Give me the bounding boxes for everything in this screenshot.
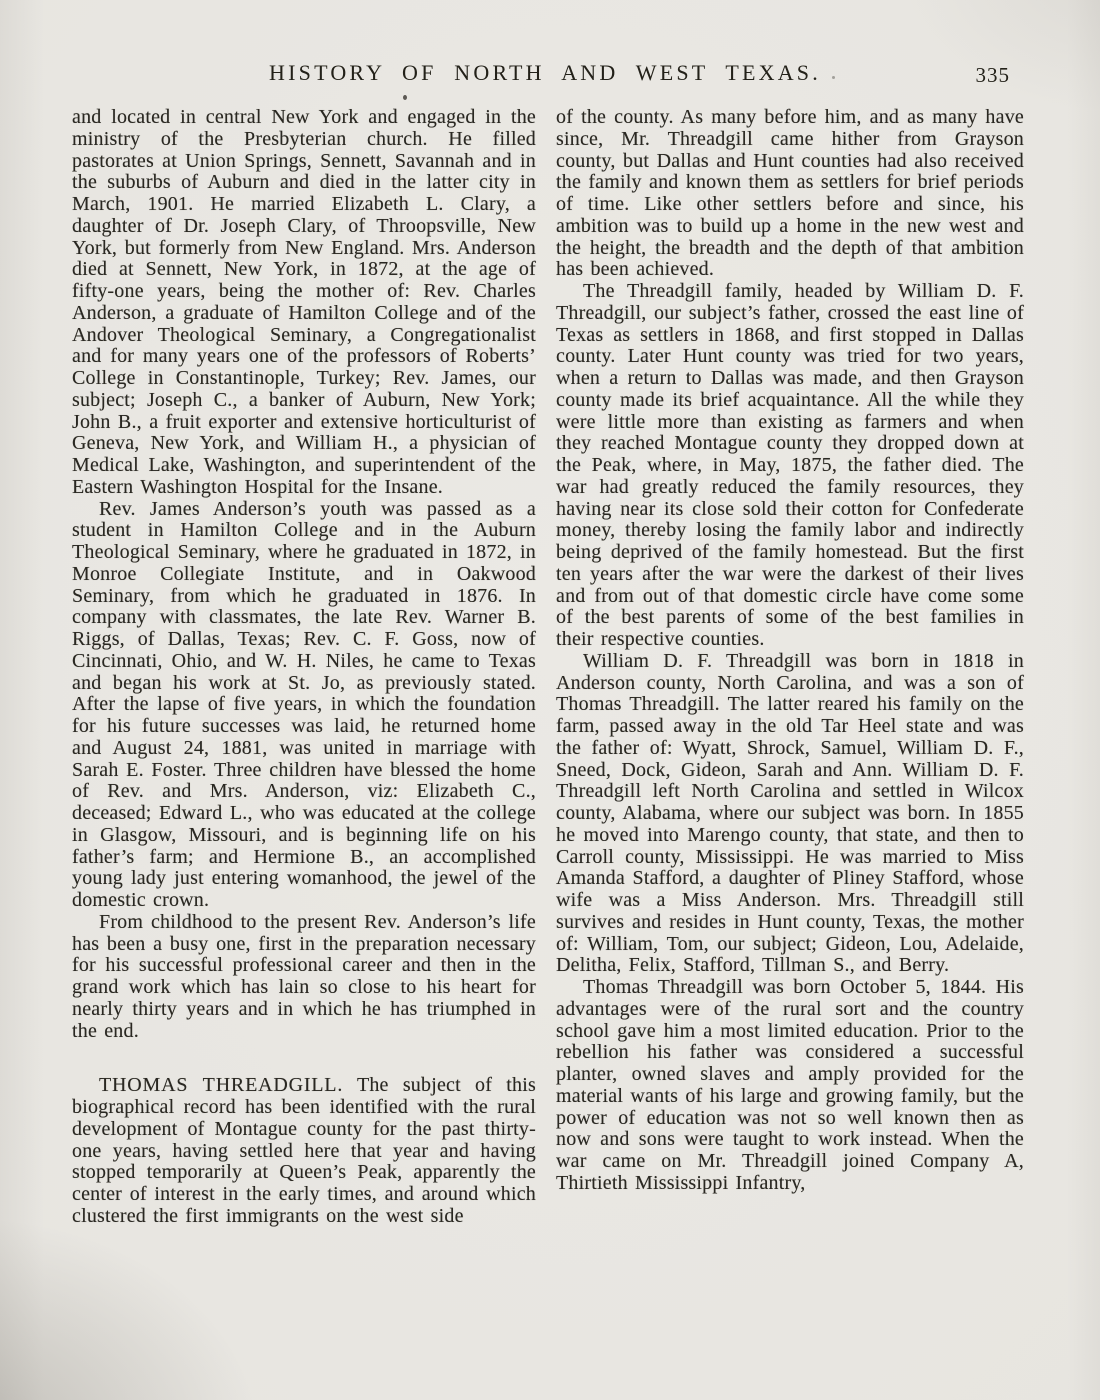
paragraph-threadgill-family: The Threadgill family, headed by William D. F. Threadgill, our subject’s father, crossed the east line of Texas as settlers in 1868, and first stopped in Dallas county. Later Hunt county was tried for two years, when a return to Dallas was made, and then Grayson county made its brief acquaintance. All the while they were little more than existing as farmers and when they reached Montague county they dropped down at the Peak, where, in May, 1875, the father died. The war had greatly reduced the family resources, they having near its close sold their cotton for Confederate money, thereby losing the family labor and indirectly being deprived of the family homestead. But the first ten years after the war were the darkest of their lives and from out of that domestic circle have come some of the best parents of some of the best families in their respective counties. [556, 280, 1024, 650]
ink-speck [832, 76, 835, 79]
left-column [72, 107, 536, 1228]
running-header [0, 60, 1100, 90]
paragraph-anderson-closing: From childhood to the present Rev. Anderson’s life has been a busy one, first in the preparation necessary for his successful professional career and then in the grand work which has lain so close to his heart for nearly thirty years and in which he has triumphed in the end. [72, 910, 536, 1042]
ink-speck [403, 95, 407, 100]
text-columns [72, 107, 1024, 1228]
paragraph-threadgill-intro-text: The subject of this biographical record has been identified with the rural development of Montague county for the past thirty-one years, having settled here that year and having stopped temporarily at Queen’s Peak, apparently the center of interest in the early times, and around which clustered the first immigrants on the west side [72, 1074, 536, 1227]
paragraph-william-threadgill: William D. F. Threadgill was born in 1818 in Anderson county, North Carolina, and was a son of Thomas Threadgill. The latter reared his family on the farm, passed away in the old Tar Heel state and was the father of: Wyatt, Shrock, Samuel, William D. F., Sneed, Dock, Gideon, Sarah and Ann. William D. F. Threadgill left North Carolina and settled in Wilcox county, Alabama, where our subject was born. In 1855 he moved into Marengo county, that state, and then to Carroll county, Mississippi. He was married to Miss Amanda Stafford, a daughter of Pliney Stafford, whose wife was a Miss Anderson. Mrs. Threadgill still survives and resides in Hunt county, Texas, the mother of: William, Tom, our subject; Gideon, Lou, Adelaide, Delitha, Felix, Stafford, Tillman S., and Berry. [556, 649, 1024, 977]
paragraph-anderson-youth: Rev. James Anderson’s youth was passed as a student in Hamilton College and in the Auburn Theological Seminary, where he graduated in 1872, in Monroe Collegiate Institute, and in Oakwood Seminary, from which he graduated in 1876. In company with classmates, the late Rev. Warner B. Riggs, of Dallas, Texas; Rev. C. F. Goss, now of Cincinnati, Ohio, and W. H. Niles, he came to Texas and began his work at St. Jo, as previously stated. After the lapse of five years, in which the foundation for his future successes was laid, he returned home and August 24, 1881, was united in marriage with Sarah E. Foster. Three children have blessed the home of Rev. and Mrs. Anderson, viz: Elizabeth C., deceased; Edward L., who was educated at the college in Glasgow, Missouri, and is beginning life on his father’s farm; and Hermione B., an accomplished young lady just entering womanhood, the jewel of the domestic crown. [72, 497, 536, 911]
paragraph-threadgill-intro [72, 1075, 536, 1227]
page-number: 335 [975, 63, 1010, 87]
paragraph-anderson-family: and located in central New York and engaged in the ministry of the Presbyterian church. He filled pastorates at Union Springs, Sennett, Savannah and in the suburbs of Auburn and died in the latter city in March, 1901. He married Elizabeth L. Clary, a daughter of Dr. Joseph Clary, of Throopsville, New York, but formerly from New England. Mrs. Anderson died at Sennett, New York, in 1872, at the age of fifty-one years, being the mother of: Rev. Charles Anderson, a graduate of Hamilton College and of the Andover Theological Seminary, a Congregationalist and for many years one of the professors of Roberts’ College in Constantinople, Turkey; Rev. James, our subject; Joseph C., a banker of Auburn, New York; John B., a fruit exporter and extensive horticulturist of Geneva, New York, and William H., a physician of Medical Lake, Washington, and superintendent of the Eastern Washington Hospital for the Insane. [72, 106, 536, 498]
section-heading-thomas-threadgill: THOMAS THREADGILL. [99, 1074, 344, 1097]
paragraph-thomas-threadgill-birth: Thomas Threadgill was born October 5, 1844. His advantages were of the rural sort and the country school gave him a most limited education. Prior to the rebellion his father was considered a successful planter, owned slaves and amply provided for the material wants of his large and growing family, but the power of education was not so well known then as now and sons were taught to work instead. When the war came on Mr. Threadgill joined Company A, Thirtieth Mississippi Infantry, [556, 976, 1024, 1194]
paragraph-threadgill-settling: of the county. As many before him, and as many have since, Mr. Threadgill came hither from Grayson county, but Dallas and Hunt counties had also received the family and known them as settlers for brief periods of time. Like other settlers before and since, his ambition was to build up a home in the new west and the height, the breadth and the depth of that ambition has been achieved. [556, 106, 1024, 281]
right-column [556, 107, 1024, 1228]
page-title: HISTORY OF NORTH AND WEST TEXAS. [269, 60, 821, 85]
